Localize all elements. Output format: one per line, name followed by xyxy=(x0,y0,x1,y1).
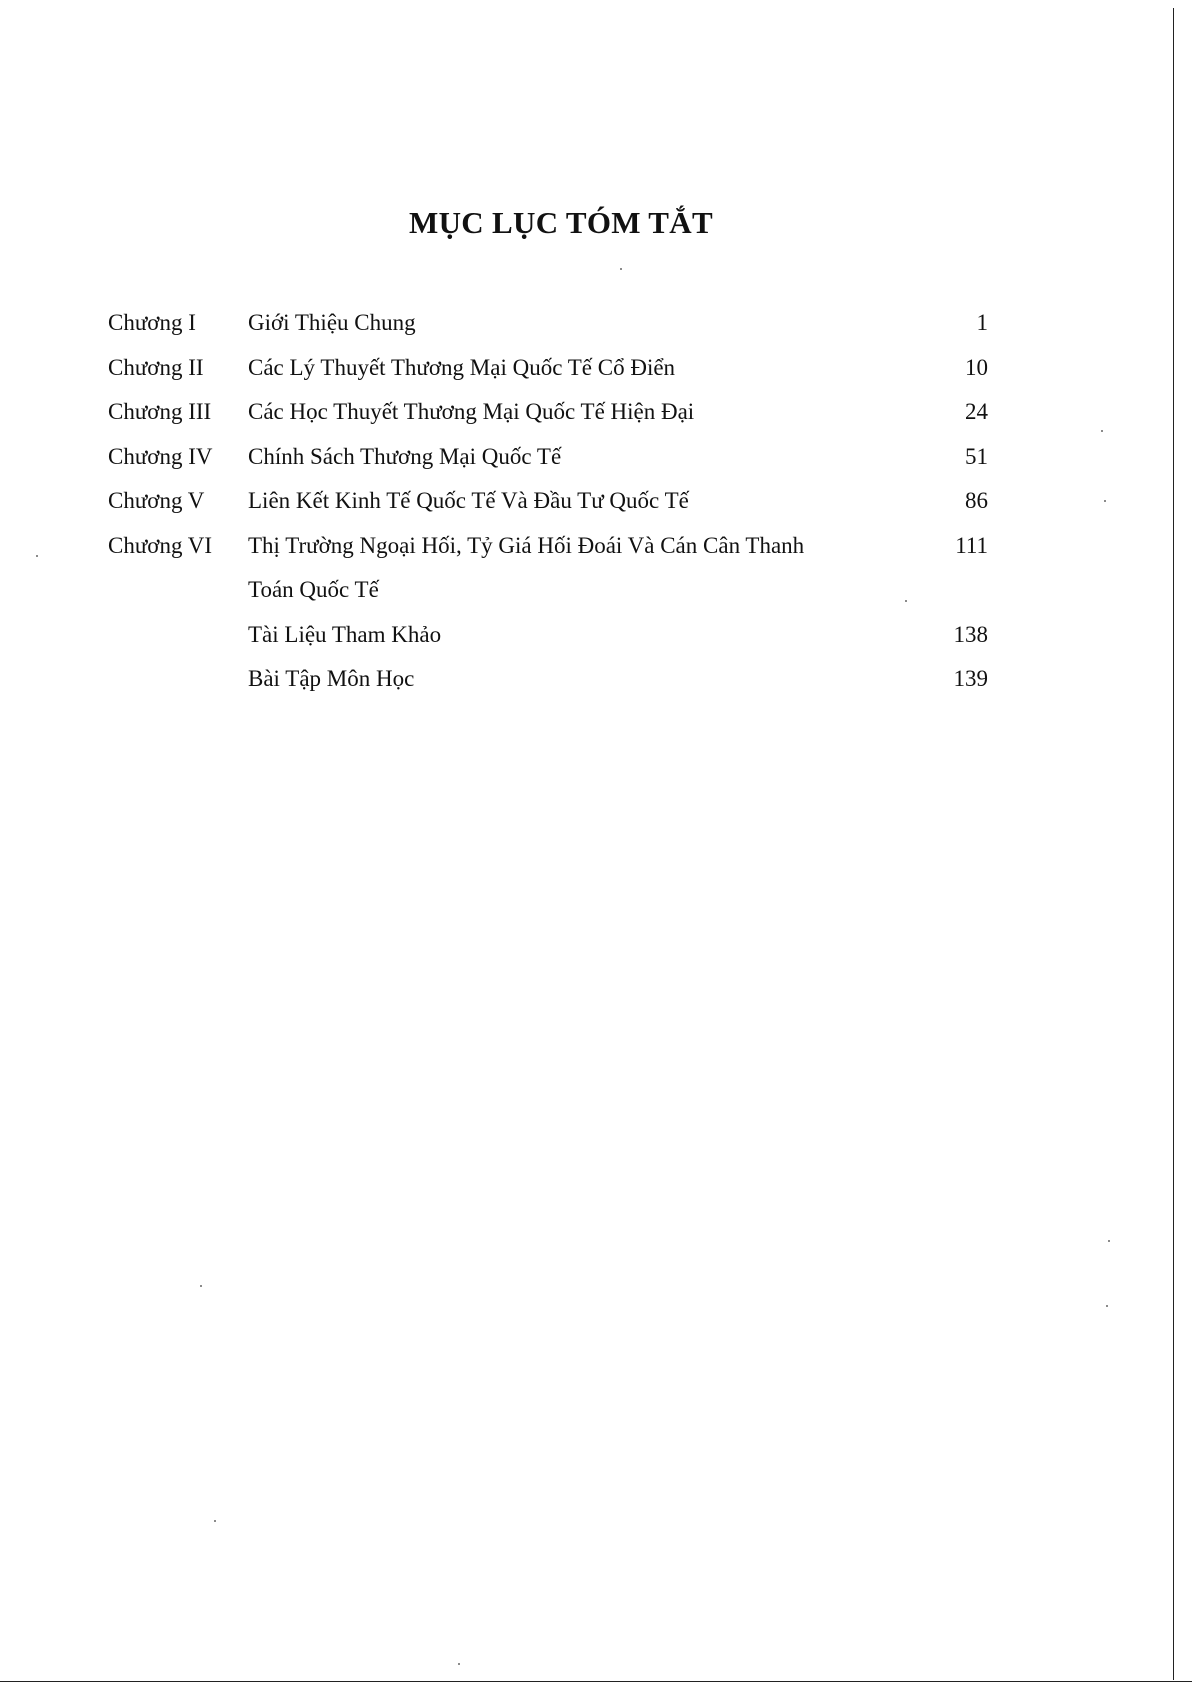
scan-speck xyxy=(1101,430,1103,432)
toc-chapter: Chương I xyxy=(108,310,196,335)
toc-page-number: 138 xyxy=(953,621,988,647)
toc-row xyxy=(108,310,988,355)
toc-page-number: 51 xyxy=(965,443,988,469)
toc-title: Chính Sách Thương Mại Quốc Tế xyxy=(248,443,562,469)
toc-title: Các Học Thuyết Thương Mại Quốc Tế Hiện Đại xyxy=(248,399,695,424)
toc-title: Toán Quốc Tế xyxy=(248,577,379,602)
toc-row xyxy=(108,399,988,444)
page-bottom-edge xyxy=(0,1681,1192,1683)
scan-speck xyxy=(620,268,622,270)
scan-speck xyxy=(1108,1240,1110,1242)
scan-speck xyxy=(1106,1305,1108,1307)
toc-chapter: Chương VI xyxy=(108,532,213,558)
toc-chapter: Chương V xyxy=(108,488,205,513)
toc-title: Các Lý Thuyết Thương Mại Quốc Tế Cổ Điển xyxy=(248,354,676,380)
toc-chapter: Chương IV xyxy=(108,443,213,469)
page-right-edge xyxy=(1173,8,1175,1680)
toc-row xyxy=(108,622,988,667)
toc-title: Thị Trường Ngoại Hối, Tỷ Giá Hối Đoái Và Cán Cân Thanh xyxy=(248,532,805,558)
toc-page-number: 10 xyxy=(965,354,988,380)
scan-speck xyxy=(458,1663,460,1665)
table-of-contents xyxy=(108,310,988,711)
toc-row xyxy=(108,488,988,533)
toc-row xyxy=(108,444,988,489)
toc-page-number: 139 xyxy=(953,666,988,691)
scan-speck xyxy=(905,600,907,602)
toc-row xyxy=(108,577,988,622)
scan-speck xyxy=(200,1285,202,1287)
toc-row xyxy=(108,355,988,400)
toc-page-number: 111 xyxy=(955,532,988,558)
toc-chapter: Chương II xyxy=(108,354,204,380)
page-title: MỤC LỤC TÓM TẮT xyxy=(409,205,713,240)
toc-title: Tài Liệu Tham Khảo xyxy=(248,621,442,647)
toc-page-number: 86 xyxy=(965,488,988,513)
toc-row xyxy=(108,533,988,578)
toc-page-number: 24 xyxy=(965,399,988,424)
scan-speck xyxy=(1104,500,1106,502)
toc-title: Bài Tập Môn Học xyxy=(248,666,415,691)
scan-speck xyxy=(214,1520,216,1522)
toc-title: Giới Thiệu Chung xyxy=(248,310,416,335)
scan-speck xyxy=(36,555,38,557)
toc-chapter: Chương III xyxy=(108,399,212,424)
toc-title: Liên Kết Kinh Tế Quốc Tế Và Đầu Tư Quốc Tế xyxy=(248,488,689,513)
toc-page-number: 1 xyxy=(976,310,988,335)
toc-row xyxy=(108,666,988,711)
